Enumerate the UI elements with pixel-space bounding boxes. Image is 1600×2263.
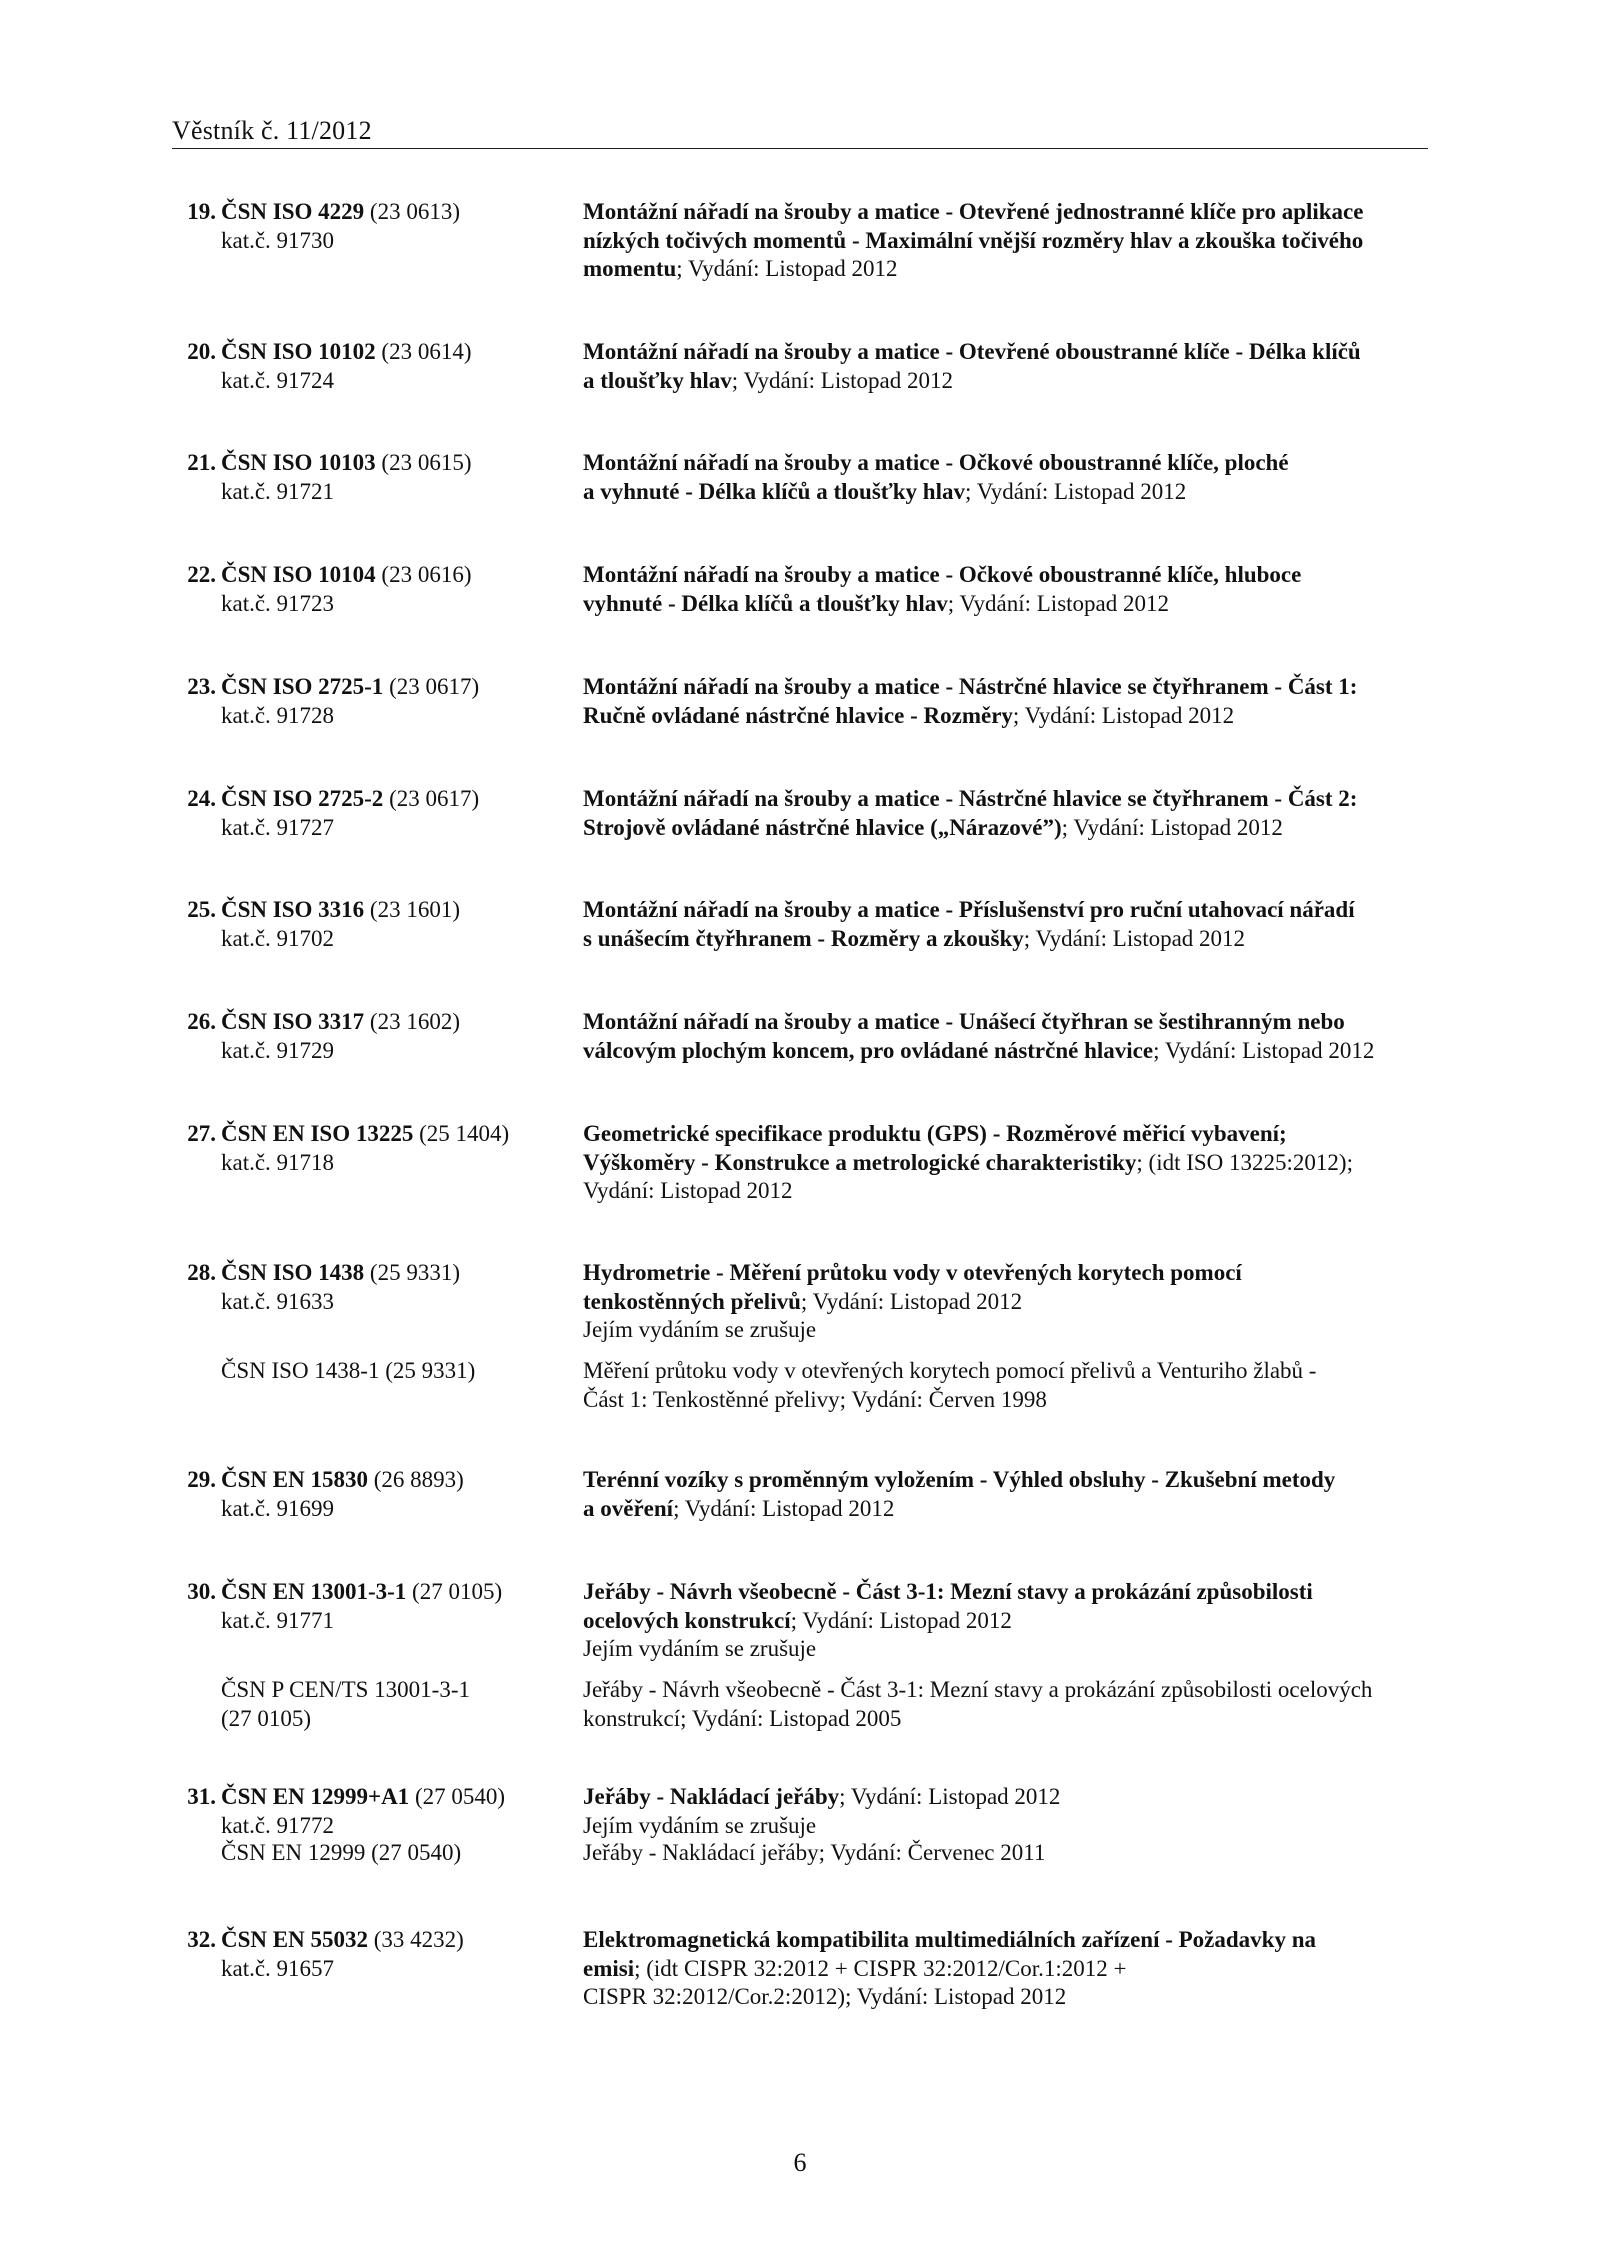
standard-code-id: ČSN EN ISO 13225 (221, 1121, 414, 1146)
standard-title-bold: Ručně ovládané nástrčné hlavice - Rozměry (583, 702, 1013, 728)
standard-title-bold: Montážní nářadí na šrouby a matice - Nástrčné hlavice se čtyřhranem - Část 1: (583, 674, 1358, 699)
standard-title-line (583, 1811, 816, 1841)
standard-code-class: (33 4232) (367, 1927, 464, 1952)
standard-title-line (583, 672, 1357, 702)
standard-title-line (583, 1119, 1287, 1149)
catalog-number: kat.č. 91771 (221, 1607, 335, 1633)
standard-code (221, 197, 460, 227)
replaced-standard-title: Měření průtoku vody v otevřených korytech pomocí přelivů a Venturiho žlabů - (583, 1358, 1317, 1383)
standard-code-id: ČSN ISO 1438 (221, 1260, 365, 1285)
entry-number: 19. (187, 199, 216, 224)
standard-title-line (583, 1315, 816, 1345)
standard-title-line (583, 366, 953, 396)
standard-title-detail: ; Vydání: Listopad 2012 (1061, 814, 1283, 840)
page-header (172, 112, 1428, 149)
catalog-number: kat.č. 91702 (221, 925, 335, 951)
standard-title-bold: Montážní nářadí na šrouby a matice - Nástrčné hlavice se čtyřhranem - Část 2: (583, 786, 1358, 811)
standard-title-line (583, 1925, 1316, 1955)
entry-number: 29. (187, 1467, 216, 1492)
replaced-standard-code: ČSN EN 12999 (27 0540) (221, 1840, 462, 1865)
catalog-number: kat.č. 91729 (221, 1037, 335, 1063)
standard-title-bold: a ověření (583, 1495, 674, 1521)
standard-title-detail: ; Vydání: Listopad 2012 (673, 1495, 895, 1521)
entry-number: 30. (187, 1579, 216, 1604)
standard-title-detail: Jejím vydáním se zrušuje (583, 1636, 817, 1661)
standard-code (221, 448, 471, 478)
standard-title-line (583, 1634, 816, 1664)
entry-number: 23. (187, 674, 216, 699)
standard-title-line (583, 1036, 1374, 1066)
replaced-standard-title: konstrukcí; Vydání: Listopad 2005 (583, 1705, 902, 1731)
standard-code-class: (25 1404) (413, 1121, 510, 1146)
standard-title-detail: ; (idt ISO 13225:2012); (1136, 1149, 1353, 1175)
replaced-standard-code: ČSN P CEN/TS 13001-3-1 (221, 1677, 470, 1702)
standard-title-bold: Montážní nářadí na šrouby a matice - Otevřené oboustranné klíče - Délka klíčů (583, 339, 1361, 364)
entry-number: 31. (187, 1784, 216, 1809)
standard-title-detail: Vydání: Listopad 2012 (583, 1178, 793, 1203)
standard-title-bold: Geometrické specifikace produktu (GPS) - Rozměrové měřicí vybavení; (583, 1121, 1287, 1146)
standard-title-line (583, 1954, 1127, 1984)
standard-code (221, 1782, 505, 1812)
entry-number: 28. (187, 1260, 216, 1285)
standard-title-line (583, 448, 1289, 478)
catalog-number: kat.č. 91728 (221, 702, 335, 728)
standard-title-line (583, 1982, 1066, 2012)
standard-title-detail: ; Vydání: Listopad 2012 (800, 1288, 1023, 1314)
standard-title-bold: a tloušťky hlav (583, 367, 732, 393)
standard-title-line (583, 560, 1301, 590)
standard-title-detail: ; Vydání: Listopad 2012 (839, 1784, 1061, 1809)
standard-code-id: ČSN ISO 10103 (221, 450, 376, 475)
standard-title-line (583, 813, 1283, 843)
standard-title-line (583, 226, 1363, 256)
standard-code (221, 337, 471, 367)
standard-code (221, 672, 479, 702)
standard-title-bold: s unášecím čtyřhranem - Rozměry a zkoušky (583, 925, 1024, 951)
standard-code-class: (27 0540) (409, 1784, 506, 1809)
standard-code-id: ČSN ISO 2725-2 (221, 786, 384, 811)
standard-title-bold: a vyhnuté - Délka klíčů a tloušťky hlav (583, 478, 965, 504)
standard-title-line (583, 1782, 1060, 1812)
standard-code-id: ČSN ISO 10104 (221, 562, 376, 587)
standard-title-line (583, 1176, 793, 1206)
standard-code-id: ČSN EN 13001-3-1 (221, 1579, 407, 1604)
standard-title-line (583, 701, 1234, 731)
standard-title-line (583, 1258, 1242, 1288)
standard-title-bold: Montážní nářadí na šrouby a matice - Unášecí čtyřhran se šestihranným nebo (583, 1009, 1345, 1034)
standard-title-bold: nízkých točivých momentů - Maximální vnější rozměry hlav a zkouška točivého (583, 227, 1364, 253)
standard-title-detail: ; Vydání: Listopad 2012 (1153, 1037, 1375, 1063)
standard-title-bold: válcovým plochým koncem, pro ovládané nástrčné hlavice (583, 1037, 1154, 1063)
standard-title-bold: Jeřáby - Návrh všeobecně - Část 3-1: Mezní stavy a prokázání způsobilosti (583, 1579, 1313, 1604)
standard-code-class: (23 0615) (375, 450, 472, 475)
entry-number: 22. (187, 562, 216, 587)
standard-code-id: ČSN EN 15830 (221, 1467, 368, 1492)
standard-title-line (583, 1494, 894, 1524)
catalog-number: kat.č. 91718 (221, 1149, 335, 1175)
standard-title-bold: Strojově ovládané nástrčné hlavice („Nárazové”) (583, 814, 1062, 840)
catalog-number: kat.č. 91657 (221, 1955, 335, 1981)
standard-code-id: ČSN ISO 10102 (221, 339, 376, 364)
standard-title-line (583, 477, 1186, 507)
entry-number: 27. (187, 1121, 216, 1146)
standard-title-bold: ocelových konstrukcí (583, 1607, 791, 1633)
standard-code-id: ČSN ISO 3317 (221, 1009, 365, 1034)
standard-title-detail: ; (idt CISPR 32:2012 + CISPR 32:2012/Cor.1:2012 + (634, 1955, 1127, 1981)
catalog-number: kat.č. 91730 (221, 227, 335, 253)
standard-code (221, 1007, 460, 1037)
standard-title-bold: Elektromagnetická kompatibilita multimediálních zařízení - Požadavky na (583, 1927, 1317, 1952)
standard-code (221, 1577, 502, 1607)
standard-code-class: (23 0614) (375, 339, 472, 364)
standard-title-bold: Výškoměry - Konstrukce a metrologické charakteristiky (583, 1149, 1137, 1175)
standard-code (221, 1925, 464, 1955)
standard-title-bold: momentu (583, 256, 677, 281)
standard-title-detail: ; Vydání: Listopad 2012 (1023, 925, 1246, 951)
standard-code (221, 1465, 464, 1495)
entry-number: 21. (187, 450, 216, 475)
page-number: 6 (793, 2148, 807, 2177)
standard-title-line (583, 1007, 1345, 1037)
standard-title-detail: Jejím vydáním se zrušuje (583, 1317, 817, 1342)
standard-code-id: ČSN ISO 2725-1 (221, 674, 384, 699)
standard-code-class: (23 1601) (364, 897, 460, 922)
standard-title-detail: ; Vydání: Listopad 2012 (676, 256, 898, 281)
catalog-number: kat.č. 91699 (221, 1495, 335, 1521)
standard-code (221, 895, 460, 925)
standard-code-class: (23 0617) (383, 674, 480, 699)
bulletin-title: Věstník č. 11/2012 (172, 116, 372, 145)
replaced-standard-title: Část 1: Tenkostěnné přelivy; Vydání: Červen 1998 (583, 1386, 1047, 1412)
standard-title-detail: Jejím vydáním se zrušuje (583, 1812, 817, 1838)
catalog-number: kat.č. 91724 (221, 367, 335, 393)
standard-title-detail: ; Vydání: Listopad 2012 (1012, 702, 1235, 728)
standard-code-id: ČSN EN 55032 (221, 1927, 368, 1952)
standard-code-class: (25 9331) (364, 1260, 460, 1285)
replaced-standard-title: Jeřáby - Nakládací jeřáby; Vydání: Červenec 2011 (583, 1840, 1046, 1865)
standard-title-detail: CISPR 32:2012/Cor.2:2012); Vydání: Listopad 2012 (583, 1984, 1067, 2009)
standard-code (221, 1258, 460, 1288)
standard-code-class: (23 1602) (364, 1009, 460, 1034)
entry-number: 25. (187, 897, 216, 922)
standard-code-class: (26 8893) (367, 1467, 464, 1492)
standard-title-line (583, 924, 1245, 954)
replaced-standard-code: (27 0105) (221, 1705, 312, 1731)
standard-code-id: ČSN ISO 3316 (221, 897, 365, 922)
standard-code-id: ČSN EN 12999+A1 (221, 1784, 410, 1809)
standard-title-bold: Montážní nářadí na šrouby a matice - Příslušenství pro ruční utahovací nářadí (583, 897, 1355, 922)
catalog-number: kat.č. 91772 (221, 1812, 335, 1838)
standard-code-id: ČSN ISO 4229 (221, 199, 365, 224)
standard-title-bold: Montážní nářadí na šrouby a matice - Očkové oboustranné klíče, ploché (583, 450, 1289, 475)
standard-title-bold: Montážní nářadí na šrouby a matice - Očkové oboustranné klíče, hluboce (583, 562, 1302, 587)
standard-title-bold: emisi (583, 1955, 635, 1981)
standard-title-bold: tenkostěnných přelivů (583, 1288, 801, 1314)
catalog-number: kat.č. 91727 (221, 814, 335, 840)
standard-title-line (583, 337, 1361, 367)
entry-number: 32. (187, 1927, 216, 1952)
standard-code-class: (23 0613) (364, 199, 460, 224)
replaced-standard-code: ČSN ISO 1438-1 (25 9331) (221, 1358, 476, 1383)
standard-title-line (583, 1606, 1012, 1636)
catalog-number: kat.č. 91721 (221, 478, 335, 504)
standard-code-class: (23 0617) (383, 786, 480, 811)
standard-title-line (583, 784, 1357, 814)
standard-title-line (583, 1148, 1353, 1178)
standard-title-line (583, 1287, 1022, 1317)
standard-title-line (583, 197, 1363, 227)
entry-number: 20. (187, 339, 216, 364)
entry-number: 26. (187, 1009, 216, 1034)
standard-title-line (583, 254, 898, 284)
standard-code (221, 1119, 509, 1149)
standard-title-bold: Hydrometrie - Měření průtoku vody v otevřených korytech pomocí (583, 1260, 1242, 1285)
standard-title-line (583, 1465, 1335, 1495)
catalog-number: kat.č. 91723 (221, 590, 335, 616)
replaced-standard-title: Jeřáby - Návrh všeobecně - Část 3-1: Mezní stavy a prokázání způsobilosti ocelových (583, 1677, 1373, 1702)
standard-title-detail: ; Vydání: Listopad 2012 (731, 367, 954, 393)
catalog-number: kat.č. 91633 (221, 1288, 335, 1314)
standard-title-bold: Jeřáby - Nakládací jeřáby (583, 1784, 840, 1809)
standard-code-class: (27 0105) (406, 1579, 503, 1604)
standard-title-bold: Terénní vozíky s proměnným vyložením - Výhled obsluhy - Zkušební metody (583, 1467, 1336, 1492)
standard-code-class: (23 0616) (375, 562, 472, 587)
standard-title-detail: ; Vydání: Listopad 2012 (947, 590, 1169, 616)
standard-title-line (583, 895, 1355, 925)
standard-title-detail: ; Vydání: Listopad 2012 (964, 478, 1187, 504)
standard-title-bold: vyhnuté - Délka klíčů a tloušťky hlav (583, 590, 948, 616)
standard-title-line (583, 589, 1169, 619)
entry-number: 24. (187, 786, 216, 811)
standard-title-detail: ; Vydání: Listopad 2012 (790, 1607, 1012, 1633)
standard-code (221, 784, 479, 814)
standard-code (221, 560, 471, 590)
standard-title-line (583, 1577, 1313, 1607)
standard-title-bold: Montážní nářadí na šrouby a matice - Otevřené jednostranné klíče pro aplikace (583, 199, 1364, 224)
